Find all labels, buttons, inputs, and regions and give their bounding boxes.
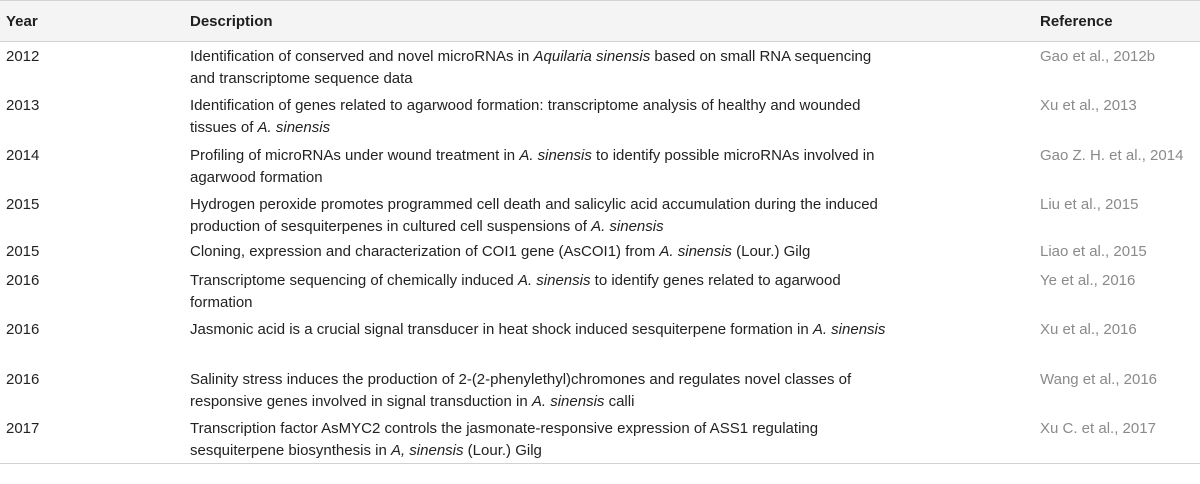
cell-description bbox=[190, 414, 1040, 464]
description-text: Transcription factor AsMYC2 controls the jasmonate-responsive expression of ASS1 regulating sesquiterpene biosynthesis in bbox=[190, 420, 819, 459]
description-text: Transcriptome sequencing of chemically induced bbox=[190, 271, 518, 289]
description-text: Salinity stress induces the production of 2-(2-phenylethyl)chromones and regulates novel classes of responsive genes involved in signal transduction in bbox=[190, 370, 852, 410]
species-name: A. sinensis bbox=[591, 218, 664, 235]
cell-description bbox=[190, 42, 1040, 92]
table-row bbox=[0, 315, 1200, 365]
species-name: A, sinensis bbox=[390, 442, 464, 459]
header-reference: Reference bbox=[1040, 1, 1200, 42]
cell-description bbox=[190, 141, 1040, 191]
description-text-tail: (Lour.) Gilg bbox=[463, 442, 542, 459]
header-row bbox=[0, 1, 1200, 42]
table-row bbox=[0, 42, 1200, 92]
cell-description bbox=[190, 365, 1040, 415]
cell-reference: Liao et al., 2015 bbox=[1040, 242, 1147, 260]
species-name: A. sinensis bbox=[519, 146, 592, 164]
species-name: A. sinensis bbox=[517, 271, 591, 289]
table-row bbox=[0, 365, 1200, 415]
table-row bbox=[0, 266, 1200, 316]
cell-description bbox=[190, 266, 1040, 316]
cell-year: 2017 bbox=[0, 414, 190, 464]
description-text-tail: to identify possible microRNAs involved in agarwood formation bbox=[190, 146, 875, 186]
cell-reference: Xu C. et al., 2017 bbox=[1040, 414, 1200, 464]
cell-reference: Xu et al., 2013 bbox=[1040, 97, 1137, 114]
cell-year: 2015 bbox=[6, 196, 40, 213]
description-text: Hydrogen peroxide promotes programmed cell death and salicylic acid accumulation during the induced production of sesquiterpenes in cultured cell suspensions of bbox=[190, 196, 878, 235]
description-text: Profiling of microRNAs under wound treatment in bbox=[190, 146, 520, 164]
species-name: A. sinensis bbox=[812, 321, 886, 338]
cell-reference: Liu et al., 2015 bbox=[1040, 196, 1139, 213]
table-row bbox=[0, 91, 1200, 141]
description-text: Identification of genes related to agarwood formation: transcriptome analysis of healthy and wounded tissues of bbox=[190, 97, 861, 136]
table-row bbox=[0, 190, 1200, 240]
header-description: Description bbox=[190, 1, 1040, 42]
description-text-tail: to identify genes related to agarwood formation bbox=[190, 271, 841, 311]
species-name: Aquilaria sinensis bbox=[533, 48, 651, 65]
cell-reference: Gao et al., 2012b bbox=[1040, 48, 1156, 65]
cell-reference: Xu et al., 2016 bbox=[1040, 321, 1137, 338]
description-text: Jasmonic acid is a crucial signal transducer in heat shock induced sesquiterpene formation in bbox=[190, 321, 813, 338]
cell-reference: Gao Z. H. et al., 2014 bbox=[1040, 146, 1184, 164]
cell-reference: Wang et al., 2016 bbox=[1040, 370, 1158, 388]
table-row bbox=[0, 141, 1200, 191]
description-text-tail: (Lour.) Gilg bbox=[731, 242, 811, 260]
table-row bbox=[0, 240, 1200, 266]
cell-year: 2013 bbox=[6, 97, 40, 114]
cell-description bbox=[190, 240, 1040, 266]
cell-year: 2016 bbox=[6, 271, 40, 289]
cell-description bbox=[190, 190, 1040, 240]
species-name: A. sinensis bbox=[659, 242, 732, 260]
cell-year: 2016 bbox=[6, 321, 40, 338]
cell-description bbox=[190, 315, 1040, 365]
cell-year: 2016 bbox=[6, 370, 40, 388]
description-text: Identification of conserved and novel microRNAs in bbox=[190, 48, 534, 65]
cell-year: 2012 bbox=[6, 48, 40, 65]
table-header bbox=[0, 1, 1200, 42]
cell-year: 2014 bbox=[6, 146, 40, 164]
table-body bbox=[0, 42, 1200, 464]
species-name: A. sinensis bbox=[257, 119, 331, 136]
cell-reference: Ye et al., 2016 bbox=[1040, 271, 1136, 289]
cell-year: 2015 bbox=[6, 242, 40, 260]
description-text-tail: based on small RNA sequencing and transcriptome sequence data bbox=[190, 48, 872, 87]
header-year: Year bbox=[0, 1, 190, 42]
description-text: Cloning, expression and characterization of COI1 gene (AsCOI1) from bbox=[190, 242, 660, 260]
table-row bbox=[0, 414, 1200, 464]
description-text-tail: calli bbox=[604, 392, 635, 410]
species-name: A. sinensis bbox=[531, 392, 605, 410]
cell-description bbox=[190, 91, 1040, 141]
